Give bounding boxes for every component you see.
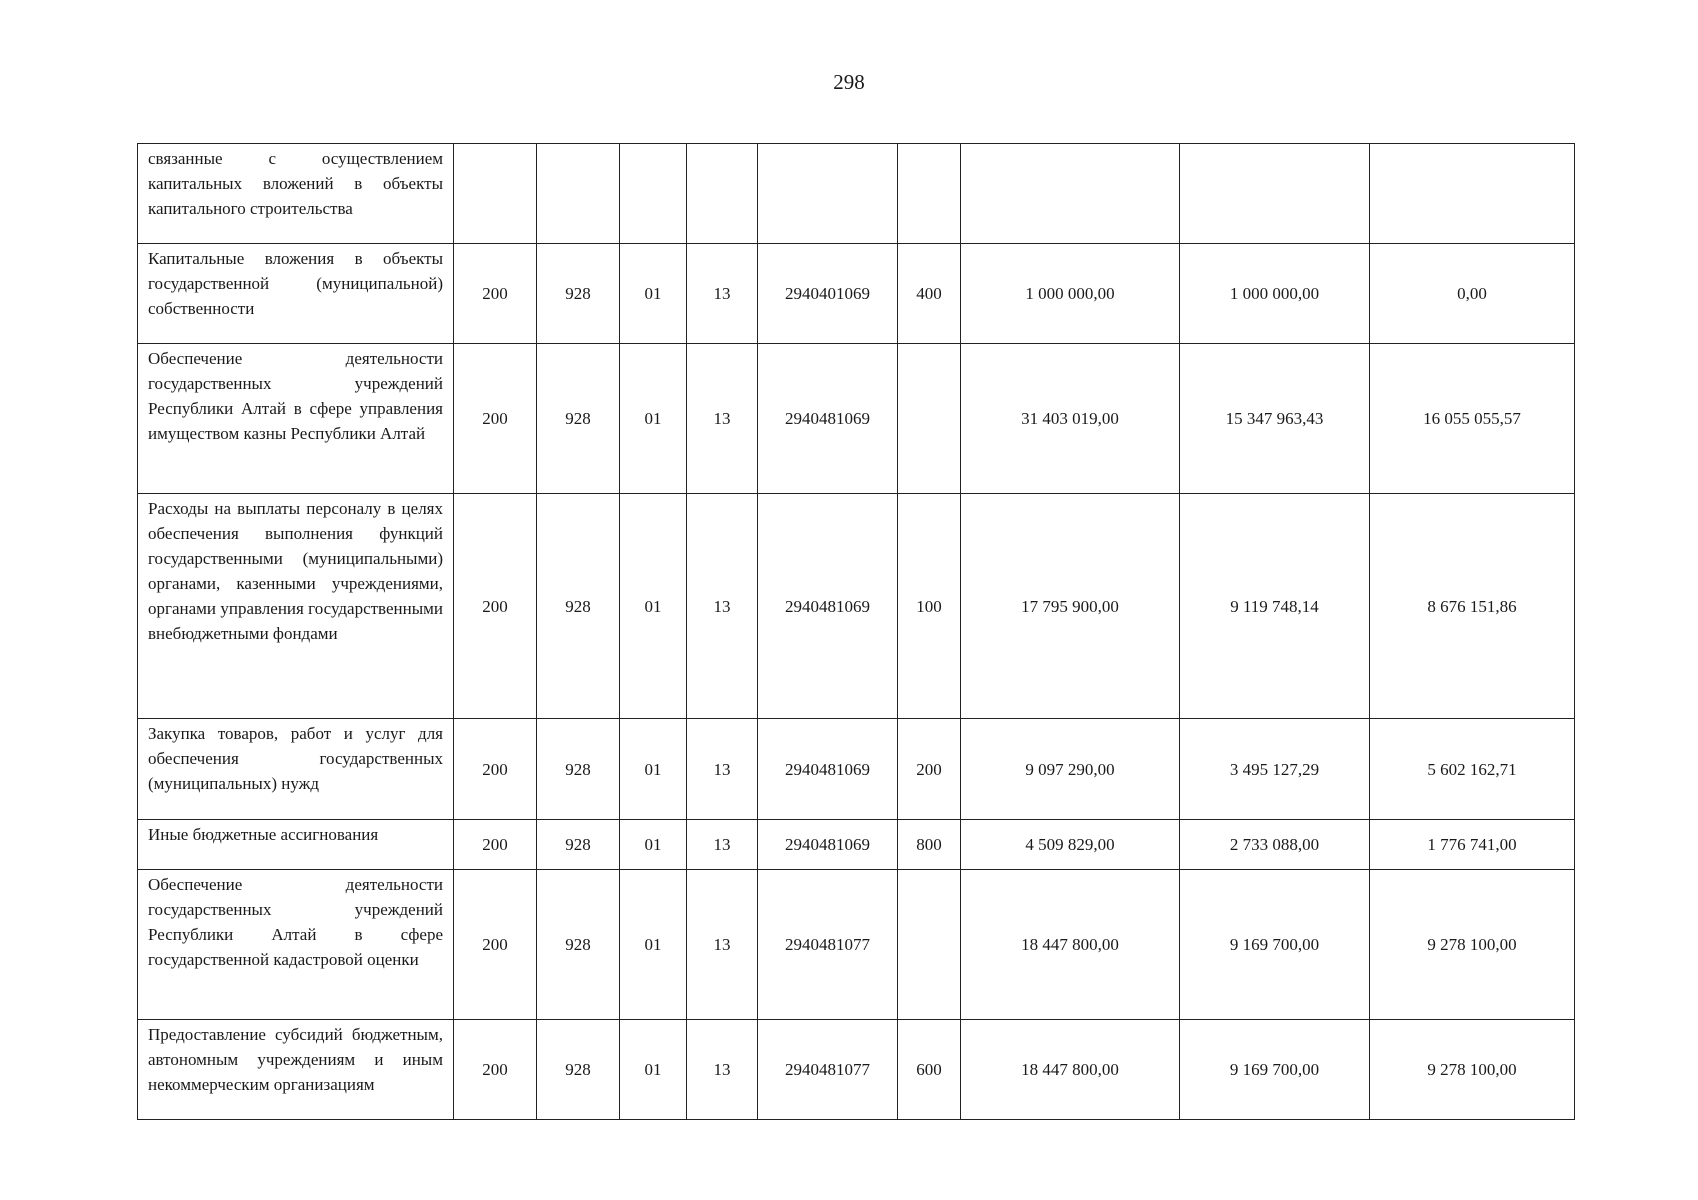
cell-code-6 — [898, 344, 961, 494]
cell-code-1: 200 — [454, 244, 537, 344]
budget-table — [137, 143, 1575, 1120]
cell-code-3: 01 — [620, 1020, 687, 1120]
table-row — [138, 719, 1575, 820]
table-row — [138, 244, 1575, 344]
page-number: 298 — [833, 70, 865, 94]
cell-code-2: 928 — [537, 1020, 620, 1120]
cell-remainder: 0,00 — [1370, 244, 1575, 344]
cell-code-5: 2940401069 — [758, 244, 898, 344]
cell-executed: 9 169 700,00 — [1180, 870, 1370, 1020]
cell-code-5: 2940481069 — [758, 719, 898, 820]
cell-plan — [961, 144, 1180, 244]
row-description: Иные бюджетные ассигнования — [138, 820, 454, 870]
row-description: Расходы на выплаты персоналу в целях обеспечения выполнения функций государственными (муниципальными) органами, казенными учреждениями, органами управления государственными внебюджетными фондами — [138, 494, 454, 719]
cell-plan: 17 795 900,00 — [961, 494, 1180, 719]
cell-code-1: 200 — [454, 494, 537, 719]
cell-code-6: 800 — [898, 820, 961, 870]
cell-executed: 9 169 700,00 — [1180, 1020, 1370, 1120]
cell-code-5: 2940481069 — [758, 494, 898, 719]
cell-executed — [1180, 144, 1370, 244]
cell-code-3: 01 — [620, 820, 687, 870]
cell-code-3: 01 — [620, 494, 687, 719]
table-row — [138, 870, 1575, 1020]
cell-code-3: 01 — [620, 344, 687, 494]
cell-code-2: 928 — [537, 719, 620, 820]
cell-code-4: 13 — [687, 344, 758, 494]
cell-code-2: 928 — [537, 494, 620, 719]
cell-code-2: 928 — [537, 344, 620, 494]
cell-code-6 — [898, 870, 961, 1020]
cell-code-5: 2940481077 — [758, 870, 898, 1020]
cell-executed: 15 347 963,43 — [1180, 344, 1370, 494]
table-row — [138, 494, 1575, 719]
cell-code-4 — [687, 144, 758, 244]
cell-code-6: 100 — [898, 494, 961, 719]
row-description: Обеспечение деятельности государственных учреждений Республики Алтай в сфере государственной кадастровой оценки — [138, 870, 454, 1020]
cell-code-1: 200 — [454, 1020, 537, 1120]
cell-remainder: 5 602 162,71 — [1370, 719, 1575, 820]
cell-code-4: 13 — [687, 719, 758, 820]
cell-code-6: 400 — [898, 244, 961, 344]
cell-code-4: 13 — [687, 870, 758, 1020]
cell-executed: 2 733 088,00 — [1180, 820, 1370, 870]
cell-code-2 — [537, 144, 620, 244]
cell-code-4: 13 — [687, 244, 758, 344]
cell-code-1: 200 — [454, 344, 537, 494]
cell-code-1: 200 — [454, 820, 537, 870]
cell-remainder: 9 278 100,00 — [1370, 870, 1575, 1020]
cell-code-5 — [758, 144, 898, 244]
cell-plan: 18 447 800,00 — [961, 1020, 1180, 1120]
cell-code-5: 2940481069 — [758, 344, 898, 494]
cell-code-4: 13 — [687, 1020, 758, 1120]
cell-code-1: 200 — [454, 870, 537, 1020]
cell-plan: 31 403 019,00 — [961, 344, 1180, 494]
table-row — [138, 144, 1575, 244]
cell-executed: 1 000 000,00 — [1180, 244, 1370, 344]
cell-code-5: 2940481069 — [758, 820, 898, 870]
table-row — [138, 1020, 1575, 1120]
cell-plan: 9 097 290,00 — [961, 719, 1180, 820]
cell-code-3: 01 — [620, 244, 687, 344]
table-row — [138, 820, 1575, 870]
table-row — [138, 344, 1575, 494]
cell-code-1: 200 — [454, 719, 537, 820]
row-description: Закупка товаров, работ и услуг для обеспечения государственных (муниципальных) нужд — [138, 719, 454, 820]
row-description: Обеспечение деятельности государственных учреждений Республики Алтай в сфере управления имуществом казны Республики Алтай — [138, 344, 454, 494]
cell-plan: 4 509 829,00 — [961, 820, 1180, 870]
cell-executed: 3 495 127,29 — [1180, 719, 1370, 820]
cell-remainder: 8 676 151,86 — [1370, 494, 1575, 719]
cell-code-6 — [898, 144, 961, 244]
cell-remainder: 16 055 055,57 — [1370, 344, 1575, 494]
row-description: Предоставление субсидий бюджетным, автономным учреждениям и иным некоммерческим организациям — [138, 1020, 454, 1120]
cell-plan: 18 447 800,00 — [961, 870, 1180, 1020]
row-description: связанные с осуществлением капитальных вложений в объекты капитального строительства — [138, 144, 454, 244]
cell-code-1 — [454, 144, 537, 244]
cell-code-4: 13 — [687, 494, 758, 719]
cell-remainder — [1370, 144, 1575, 244]
cell-code-4: 13 — [687, 820, 758, 870]
cell-code-2: 928 — [537, 820, 620, 870]
cell-plan: 1 000 000,00 — [961, 244, 1180, 344]
cell-remainder: 9 278 100,00 — [1370, 1020, 1575, 1120]
cell-remainder: 1 776 741,00 — [1370, 820, 1575, 870]
cell-code-6: 600 — [898, 1020, 961, 1120]
row-description: Капитальные вложения в объекты государственной (муниципальной) собственности — [138, 244, 454, 344]
cell-code-2: 928 — [537, 870, 620, 1020]
cell-code-6: 200 — [898, 719, 961, 820]
cell-code-3 — [620, 144, 687, 244]
cell-code-3: 01 — [620, 719, 687, 820]
cell-code-2: 928 — [537, 244, 620, 344]
cell-code-3: 01 — [620, 870, 687, 1020]
cell-executed: 9 119 748,14 — [1180, 494, 1370, 719]
cell-code-5: 2940481077 — [758, 1020, 898, 1120]
